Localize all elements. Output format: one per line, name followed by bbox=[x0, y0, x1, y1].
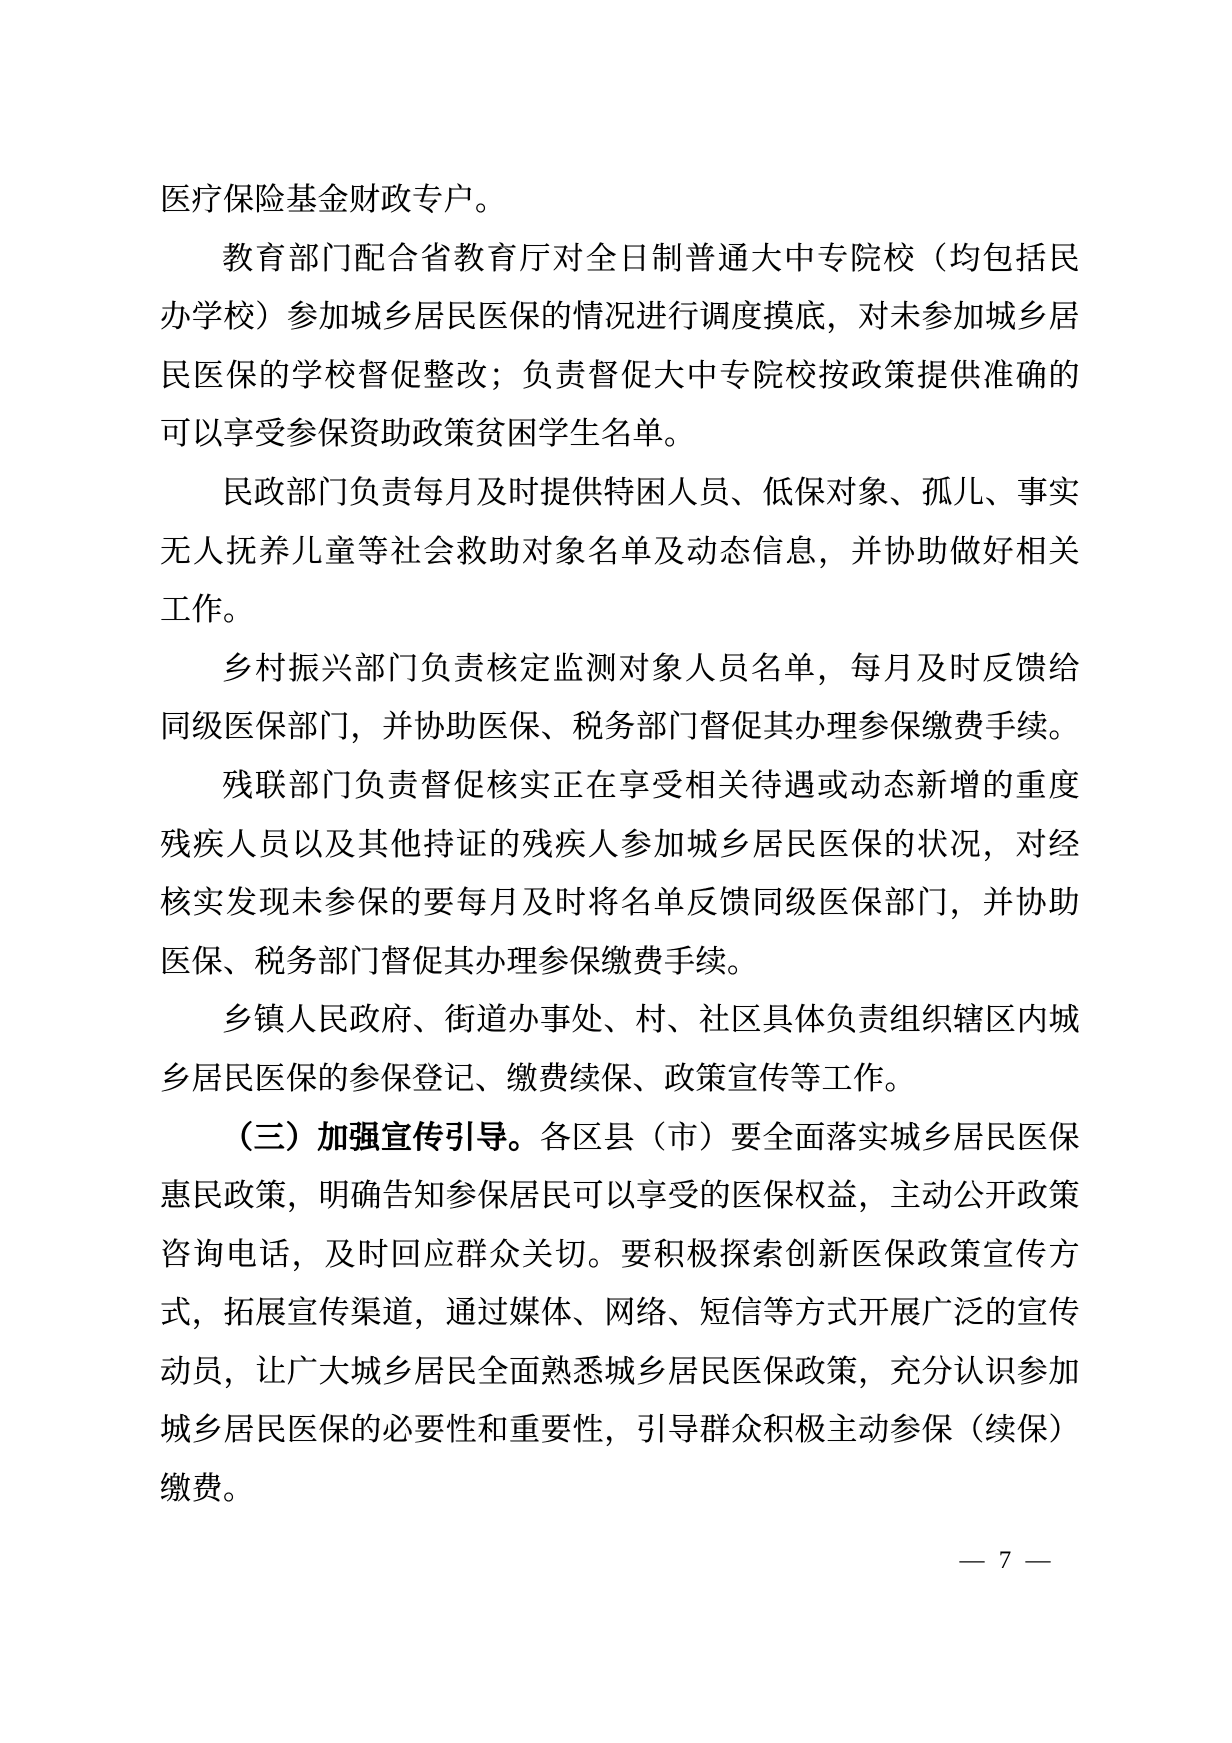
body-text: 工作。 bbox=[160, 592, 255, 628]
page-number: — 7 — bbox=[959, 1547, 1055, 1574]
body-text: 动员，让广大城乡居民全面熟悉城乡居民医保政策，充分认识参加 bbox=[160, 1353, 1080, 1389]
body-text: 各区县（市）要全面落实城乡居民医保 bbox=[539, 1119, 1081, 1155]
text-line bbox=[160, 230, 1080, 289]
text-line bbox=[160, 464, 1080, 523]
body-text: 民政部门负责每月及时提供特困人员、低保对象、孤儿、事实 bbox=[222, 474, 1080, 510]
body-text: 咨询电话，及时回应群众关切。要积极探索创新医保政策宣传方 bbox=[160, 1236, 1080, 1272]
body-text: 乡村振兴部门负责核定监测对象人员名单，每月及时反馈给 bbox=[222, 650, 1080, 686]
text-line bbox=[160, 1050, 1080, 1109]
body-text: 办学校）参加城乡居民医保的情况进行调度摸底，对未参加城乡居 bbox=[160, 299, 1080, 335]
text-line bbox=[160, 523, 1080, 582]
text-line bbox=[160, 405, 1080, 464]
text-line bbox=[160, 1109, 1080, 1168]
body-text: 核实发现未参保的要每月及时将名单反馈同级医保部门，并协助 bbox=[160, 885, 1080, 921]
text-line bbox=[160, 171, 1080, 230]
text-line bbox=[160, 1284, 1080, 1343]
body-text: 医疗保险基金财政专户。 bbox=[160, 182, 507, 217]
text-line bbox=[160, 1226, 1080, 1285]
document-lines bbox=[160, 171, 1080, 1519]
body-text: 民医保的学校督促整改；负责督促大中专院校按政策提供准确的 bbox=[160, 357, 1080, 393]
text-line bbox=[160, 933, 1080, 992]
text-line bbox=[160, 347, 1080, 406]
text-line bbox=[160, 1460, 1080, 1519]
text-line bbox=[160, 698, 1080, 757]
text-line bbox=[160, 1167, 1080, 1226]
body-text: 乡镇人民政府、街道办事处、村、社区具体负责组织辖区内城 bbox=[222, 1002, 1080, 1038]
body-text: 缴费。 bbox=[160, 1471, 255, 1507]
text-line bbox=[160, 874, 1080, 933]
body-text: 教育部门配合省教育厅对全日制普通大中专院校（均包括民 bbox=[222, 240, 1080, 276]
text-line bbox=[160, 1401, 1080, 1460]
body-text: 乡居民医保的参保登记、缴费续保、政策宣传等工作。 bbox=[160, 1060, 916, 1096]
text-line bbox=[160, 757, 1080, 816]
text-line bbox=[160, 816, 1080, 875]
text-line bbox=[160, 1343, 1080, 1402]
body-text: 同级医保部门，并协助医保、税务部门督促其办理参保缴费手续。 bbox=[160, 709, 1080, 745]
body-text: 式，拓展宣传渠道，通过媒体、网络、短信等方式开展广泛的宣传 bbox=[160, 1295, 1080, 1331]
body-text: 医保、税务部门督促其办理参保缴费手续。 bbox=[160, 943, 759, 979]
body-text: 残疾人员以及其他持证的残疾人参加城乡居民医保的状况，对经 bbox=[160, 826, 1080, 862]
body-text: 惠民政策，明确告知参保居民可以享受的医保权益，主动公开政策 bbox=[160, 1178, 1080, 1214]
text-line bbox=[160, 640, 1080, 699]
body-text: 可以享受参保资助政策贫困学生名单。 bbox=[160, 416, 696, 452]
heading-text: （三）加强宣传引导。 bbox=[222, 1119, 540, 1155]
text-line bbox=[160, 991, 1080, 1050]
text-line bbox=[160, 581, 1080, 640]
body-text: 残联部门负责督促核实正在享受相关待遇或动态新增的重度 bbox=[222, 767, 1080, 803]
body-text: 城乡居民医保的必要性和重要性，引导群众积极主动参保（续保） bbox=[160, 1412, 1080, 1448]
body-text: 无人抚养儿童等社会救助对象名单及动态信息，并协助做好相关 bbox=[160, 533, 1080, 569]
text-line bbox=[160, 288, 1080, 347]
